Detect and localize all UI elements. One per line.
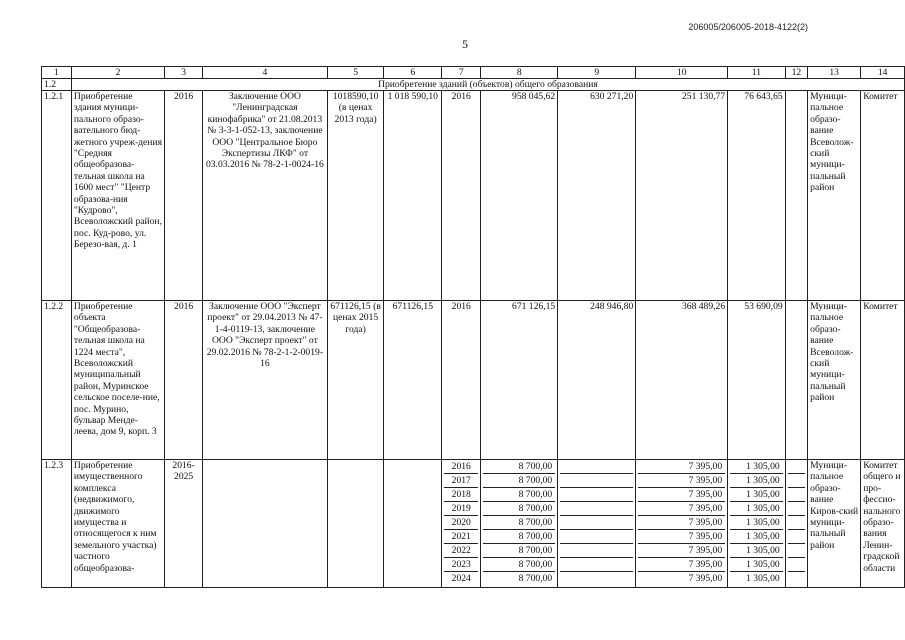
federal-cell [560, 544, 633, 558]
table-row [42, 91, 905, 301]
expert-conclusion [203, 460, 328, 588]
regional-budget: 251 130,77 [636, 91, 728, 301]
expert-conclusion: Заключение ООО "Ленинградская кинофабрика" от 21.08.2013 № 3-3-1-052-13, заключение ООО "Центральное Бюро Экспертизы ЛКФ" от 03.03.2016 № 78-2-1-0024-16 [203, 91, 328, 301]
other-cell [788, 460, 805, 474]
regional-cell: 7 395,00 [638, 544, 725, 558]
expert-conclusion: Заключение ООО "Эксперт проект" от 29.04.2013 № 47-1-4-0119-13, заключение ООО "Эксперт проект" от 29.02.2016 № 78-2-1-2-0019-16 [203, 301, 328, 460]
object-name: Приобретение здания муници-пального образо-вательного бюд-жетного учреж-дения "Средняя общеобразова-тельная школа на 1600 мест" "Центр образова-ния "Кудрово", Всеволожский район, пос. Куд-рово, ул. Березо-вая, д. 1 [71, 91, 164, 301]
financing-total-by-year [481, 460, 558, 588]
regional-cell: 7 395,00 [638, 516, 725, 530]
header-col: 13 [808, 67, 861, 79]
other-cell [788, 572, 805, 585]
header-col: 7 [442, 67, 481, 79]
responsible: Комитет общего и про-фессио-нального образо-вания Ленин-градской области [861, 460, 905, 588]
federal-budget: 248 946,80 [558, 301, 636, 460]
federal-cell [560, 558, 633, 572]
local-budget: 76 643,65 [728, 91, 786, 301]
regional-budget-by-year [636, 460, 728, 588]
other-cell [788, 488, 805, 502]
financing-year: 2016 [442, 91, 481, 301]
other-sources [785, 301, 807, 460]
header-col: 8 [481, 67, 558, 79]
year-cell: 2019 [444, 502, 478, 516]
responsible: Комитет [861, 301, 905, 460]
start-year: 2016 [165, 91, 203, 301]
responsible: Комитет [861, 91, 905, 301]
regional-cell: 7 395,00 [638, 474, 725, 488]
estimated-cost: 1018590,10 (в ценах 2013 года) [327, 91, 384, 301]
total-cell: 8 700,00 [483, 558, 555, 572]
regional-cell: 7 395,00 [638, 488, 725, 502]
local-cell: 1 305,00 [730, 558, 783, 572]
year-cell: 2018 [444, 488, 478, 502]
section-code: 1.2 [42, 79, 72, 91]
row-number: 1.2.1 [42, 91, 72, 301]
column-numbers-row [42, 67, 905, 79]
section-row [42, 79, 905, 91]
regional-cell: 7 395,00 [638, 558, 725, 572]
start-year: 2016 [165, 301, 203, 460]
header-col: 4 [203, 67, 328, 79]
year-cell: 2022 [444, 544, 478, 558]
recipient: Муници-пальное образо-вание Киров-ский муници-пальный район [808, 460, 861, 588]
header-col: 11 [728, 67, 786, 79]
header-col: 2 [71, 67, 164, 79]
table-row [42, 460, 905, 588]
year-cell: 2021 [444, 530, 478, 544]
total-cell: 8 700,00 [518, 573, 553, 584]
other-sources [785, 91, 807, 301]
other-cell [788, 558, 805, 572]
estimated-cost: 671126,15 (в ценах 2015 года) [327, 301, 384, 460]
total-cost: 1 018 590,10 [384, 91, 442, 301]
federal-cell [560, 460, 633, 474]
other-cell [788, 530, 805, 544]
other-cell [788, 516, 805, 530]
recipient: Муници-пальное образо-вание Всеволож-ский муници-пальный район [808, 91, 861, 301]
local-budget-by-year [728, 460, 786, 588]
other-cell [788, 474, 805, 488]
year-cell: 2024 [451, 573, 471, 584]
header-col: 10 [636, 67, 728, 79]
header-col: 9 [558, 67, 636, 79]
table-row [42, 301, 905, 460]
federal-cell [560, 572, 633, 585]
total-cell: 8 700,00 [483, 530, 555, 544]
regional-cell: 7 395,00 [638, 502, 725, 516]
financing-year: 2016 [442, 301, 481, 460]
financing-years [442, 460, 481, 588]
program-table [41, 66, 905, 588]
header-col: 1 [42, 67, 72, 79]
other-cell [788, 502, 805, 516]
regional-cell: 7 395,00 [638, 530, 725, 544]
recipient: Муници-пальное образо-вание Всеволож-ский муници-пальный район [808, 301, 861, 460]
total-cost: 671126,15 [384, 301, 442, 460]
federal-cell [560, 488, 633, 502]
total-cell: 8 700,00 [483, 544, 555, 558]
estimated-cost [327, 460, 384, 588]
federal-budget-by-year [558, 460, 636, 588]
header-col: 5 [327, 67, 384, 79]
total-cost [384, 460, 442, 588]
local-cell: 1 305,00 [730, 488, 783, 502]
document-id: 206005/206005-2018-4122(2) [688, 22, 808, 32]
row-number: 1.2.3 [42, 460, 72, 588]
object-name: Приобретение объекта "Общеобразова-тельная школа на 1224 места", Всеволожский муниципальный район, Муринское сельское поселе-ние, пос. Мурино, бульвар Менде-леева, дом 9, корп. 3 [71, 301, 164, 460]
federal-cell [560, 502, 633, 516]
financing-total: 958 045,62 [481, 91, 558, 301]
header-col: 12 [785, 67, 807, 79]
local-budget: 53 690,09 [728, 301, 786, 460]
local-cell: 1 305,00 [730, 530, 783, 544]
federal-cell [560, 516, 633, 530]
total-cell: 8 700,00 [483, 460, 555, 474]
year-cell: 2017 [444, 474, 478, 488]
row-number: 1.2.2 [42, 301, 72, 460]
local-cell: 1 305,00 [730, 474, 783, 488]
local-cell: 1 305,00 [730, 516, 783, 530]
total-cell: 8 700,00 [483, 474, 555, 488]
year-cell: 2020 [444, 516, 478, 530]
section-title: Приобретение зданий (объектов) общего образования [71, 79, 904, 91]
federal-budget: 630 271,20 [558, 91, 636, 301]
local-cell: 1 305,00 [730, 460, 783, 474]
header-col: 14 [861, 67, 905, 79]
local-cell: 1 305,00 [730, 502, 783, 516]
object-name: Приобретение имущественного комплекса (недвижимого, движимого имущества и относящегося к ним земельного участка) частного общеобразова- [71, 460, 164, 588]
federal-cell [560, 530, 633, 544]
year-cell: 2023 [444, 558, 478, 572]
other-sources-by-year [785, 460, 807, 588]
header-col: 6 [384, 67, 442, 79]
financing-total: 671 126,15 [481, 301, 558, 460]
local-cell: 1 305,00 [746, 573, 780, 584]
regional-cell: 7 395,00 [688, 573, 723, 584]
local-cell: 1 305,00 [730, 544, 783, 558]
regional-cell: 7 395,00 [638, 460, 725, 474]
header-col: 3 [165, 67, 203, 79]
total-cell: 8 700,00 [483, 516, 555, 530]
year-cell: 2016 [444, 460, 478, 474]
federal-cell [560, 474, 633, 488]
page-number: 5 [462, 37, 468, 51]
total-cell: 8 700,00 [483, 488, 555, 502]
total-cell: 8 700,00 [483, 502, 555, 516]
other-cell [788, 544, 805, 558]
start-year: 2016-2025 [165, 460, 203, 588]
regional-budget: 368 489,26 [636, 301, 728, 460]
